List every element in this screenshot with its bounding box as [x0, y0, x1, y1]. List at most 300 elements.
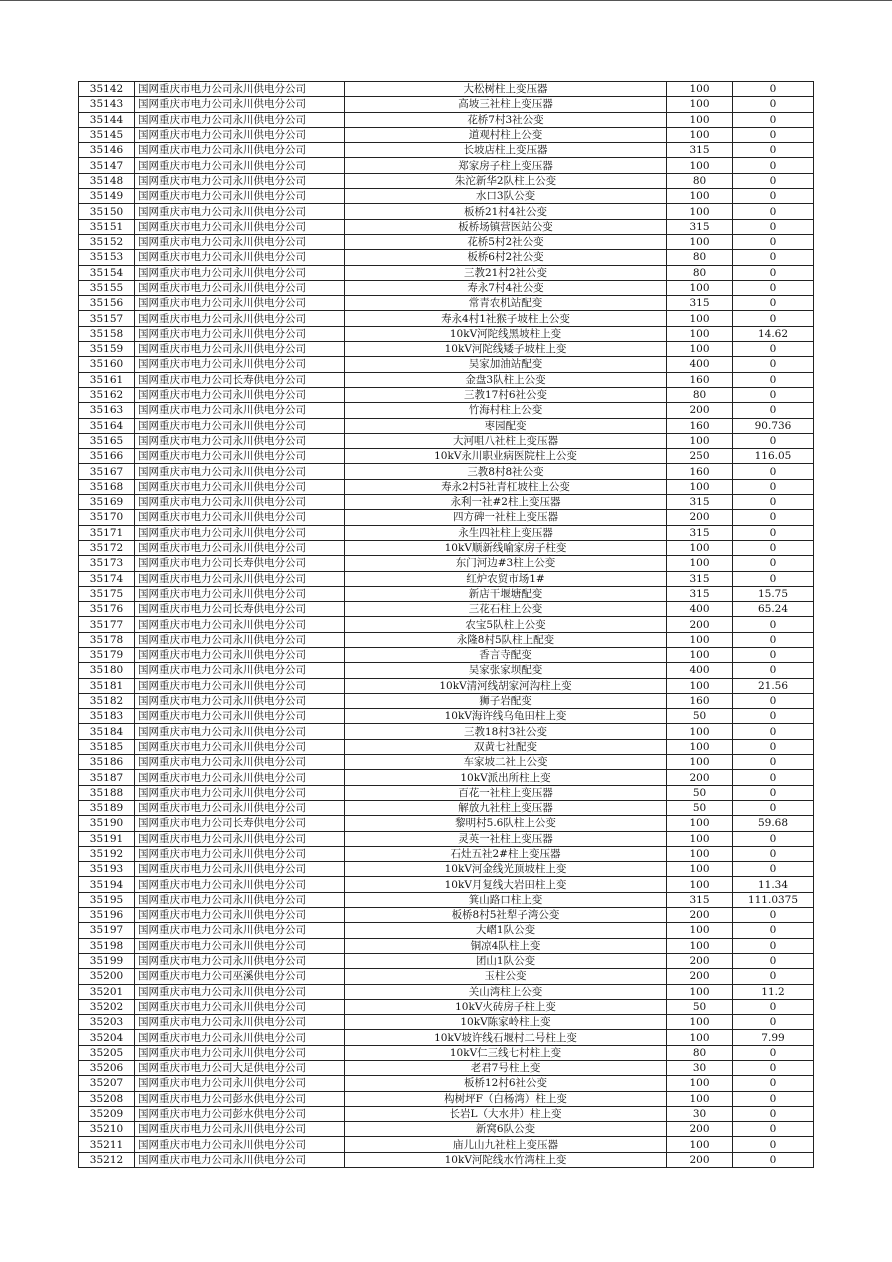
value-cell: 0 [733, 831, 814, 846]
capacity-cell: 100 [667, 678, 733, 693]
name-cell: 团山1队公变 [345, 953, 667, 968]
id-cell: 35147 [79, 158, 135, 173]
id-cell: 35157 [79, 311, 135, 326]
id-cell: 35146 [79, 143, 135, 158]
org-cell: 国网重庆市电力公司巫溪供电分公司 [135, 969, 345, 984]
name-cell: 大河咀八社柱上变压器 [345, 433, 667, 448]
org-cell: 国网重庆市电力公司永川供电分公司 [135, 739, 345, 754]
id-cell: 35172 [79, 540, 135, 555]
value-cell: 0 [733, 158, 814, 173]
org-cell: 国网重庆市电力公司永川供电分公司 [135, 311, 345, 326]
value-cell: 11.34 [733, 877, 814, 892]
capacity-cell: 100 [667, 846, 733, 861]
id-cell: 35190 [79, 816, 135, 831]
table-row [79, 357, 814, 372]
value-cell: 0 [733, 387, 814, 402]
org-cell: 国网重庆市电力公司永川供电分公司 [135, 525, 345, 540]
name-cell: 老君7号柱上变 [345, 1061, 667, 1076]
org-cell: 国网重庆市电力公司长寿供电分公司 [135, 372, 345, 387]
id-cell: 35197 [79, 923, 135, 938]
value-cell: 0 [733, 82, 814, 97]
table-row [79, 418, 814, 433]
org-cell: 国网重庆市电力公司永川供电分公司 [135, 709, 345, 724]
capacity-cell: 100 [667, 862, 733, 877]
capacity-cell: 315 [667, 525, 733, 540]
capacity-cell: 80 [667, 250, 733, 265]
capacity-cell: 100 [667, 82, 733, 97]
name-cell: 10kV坡许线石堰村二号柱上变 [345, 1030, 667, 1045]
capacity-cell: 100 [667, 158, 733, 173]
value-cell: 0 [733, 143, 814, 158]
org-cell: 国网重庆市电力公司永川供电分公司 [135, 831, 345, 846]
id-cell: 35162 [79, 387, 135, 402]
value-cell: 111.0375 [733, 892, 814, 907]
name-cell: 双黄七社配变 [345, 739, 667, 754]
value-cell: 65.24 [733, 602, 814, 617]
name-cell: 长岩L（大水井）柱上变 [345, 1106, 667, 1121]
capacity-cell: 100 [667, 112, 733, 127]
table-row [79, 82, 814, 97]
capacity-cell: 100 [667, 479, 733, 494]
value-cell: 0 [733, 540, 814, 555]
id-cell: 35148 [79, 173, 135, 188]
id-cell: 35165 [79, 433, 135, 448]
capacity-cell: 200 [667, 770, 733, 785]
name-cell: 高坡三社柱上变压器 [345, 97, 667, 112]
value-cell: 0 [733, 1106, 814, 1121]
value-cell: 0 [733, 1122, 814, 1137]
value-cell: 0 [733, 693, 814, 708]
id-cell: 35168 [79, 479, 135, 494]
capacity-cell: 100 [667, 189, 733, 204]
value-cell: 0 [733, 311, 814, 326]
capacity-cell: 100 [667, 877, 733, 892]
id-cell: 35153 [79, 250, 135, 265]
value-cell: 0 [733, 632, 814, 647]
name-cell: 箕山路口柱上变 [345, 892, 667, 907]
name-cell: 铜凉4队柱上变 [345, 938, 667, 953]
name-cell: 枣园配变 [345, 418, 667, 433]
table-row [79, 785, 814, 800]
name-cell: 三教18村3社公变 [345, 724, 667, 739]
value-cell: 0 [733, 846, 814, 861]
table-row [79, 449, 814, 464]
capacity-cell: 100 [667, 632, 733, 647]
value-cell: 0 [733, 219, 814, 234]
capacity-cell: 315 [667, 495, 733, 510]
id-cell: 35166 [79, 449, 135, 464]
name-cell: 吴家张家坝配变 [345, 663, 667, 678]
table-row [79, 617, 814, 632]
id-cell: 35204 [79, 1030, 135, 1045]
name-cell: 百花一社柱上变压器 [345, 785, 667, 800]
org-cell: 国网重庆市电力公司永川供电分公司 [135, 846, 345, 861]
table-row [79, 510, 814, 525]
name-cell: 10kV河金线光顶坡柱上变 [345, 862, 667, 877]
value-cell: 0 [733, 1015, 814, 1030]
table-row [79, 877, 814, 892]
table-row [79, 479, 814, 494]
value-cell: 0 [733, 755, 814, 770]
capacity-cell: 160 [667, 418, 733, 433]
org-cell: 国网重庆市电力公司永川供电分公司 [135, 357, 345, 372]
name-cell: 三教8村8社公变 [345, 464, 667, 479]
id-cell: 35182 [79, 693, 135, 708]
value-cell: 0 [733, 770, 814, 785]
org-cell: 国网重庆市电力公司永川供电分公司 [135, 204, 345, 219]
id-cell: 35208 [79, 1091, 135, 1106]
org-cell: 国网重庆市电力公司永川供电分公司 [135, 82, 345, 97]
name-cell: 狮子岩配变 [345, 693, 667, 708]
name-cell: 永利一社#2柱上变压器 [345, 495, 667, 510]
value-cell: 0 [733, 999, 814, 1014]
capacity-cell: 200 [667, 617, 733, 632]
name-cell: 朱沱新华2队柱上公变 [345, 173, 667, 188]
org-cell: 国网重庆市电力公司永川供电分公司 [135, 326, 345, 341]
value-cell: 0 [733, 1045, 814, 1060]
id-cell: 35187 [79, 770, 135, 785]
id-cell: 35177 [79, 617, 135, 632]
capacity-cell: 30 [667, 1106, 733, 1121]
value-cell: 0 [733, 969, 814, 984]
value-cell: 0 [733, 938, 814, 953]
id-cell: 35145 [79, 127, 135, 142]
name-cell: 玉柱公变 [345, 969, 667, 984]
value-cell: 0 [733, 1091, 814, 1106]
value-cell: 21.56 [733, 678, 814, 693]
table-row [79, 816, 814, 831]
id-cell: 35164 [79, 418, 135, 433]
capacity-cell: 50 [667, 709, 733, 724]
name-cell: 构树坪F（白杨湾）柱上变 [345, 1091, 667, 1106]
org-cell: 国网重庆市电力公司永川供电分公司 [135, 923, 345, 938]
org-cell: 国网重庆市电力公司永川供电分公司 [135, 540, 345, 555]
id-cell: 35144 [79, 112, 135, 127]
table-row [79, 433, 814, 448]
id-cell: 35150 [79, 204, 135, 219]
table-row [79, 97, 814, 112]
capacity-cell: 160 [667, 693, 733, 708]
id-cell: 35142 [79, 82, 135, 97]
table-row [79, 250, 814, 265]
table-row [79, 908, 814, 923]
capacity-cell: 100 [667, 923, 733, 938]
page-top-rule [0, 0, 892, 1]
capacity-cell: 100 [667, 739, 733, 754]
id-cell: 35186 [79, 755, 135, 770]
id-cell: 35201 [79, 984, 135, 999]
name-cell: 板桥场镇营医站公变 [345, 219, 667, 234]
name-cell: 大松树柱上变压器 [345, 82, 667, 97]
value-cell: 0 [733, 663, 814, 678]
capacity-cell: 400 [667, 663, 733, 678]
capacity-cell: 80 [667, 173, 733, 188]
value-cell: 0 [733, 571, 814, 586]
table-row [79, 571, 814, 586]
org-cell: 国网重庆市电力公司永川供电分公司 [135, 342, 345, 357]
id-cell: 35199 [79, 953, 135, 968]
id-cell: 35161 [79, 372, 135, 387]
capacity-cell: 100 [667, 234, 733, 249]
name-cell: 长坡店柱上变压器 [345, 143, 667, 158]
id-cell: 35169 [79, 495, 135, 510]
value-cell: 0 [733, 923, 814, 938]
table-row [79, 1076, 814, 1091]
table-row [79, 693, 814, 708]
value-cell: 15.75 [733, 586, 814, 601]
table-row [79, 969, 814, 984]
org-cell: 国网重庆市电力公司永川供电分公司 [135, 770, 345, 785]
value-cell: 11.2 [733, 984, 814, 999]
table-row [79, 1015, 814, 1030]
table-row [79, 602, 814, 617]
capacity-cell: 100 [667, 1030, 733, 1045]
value-cell: 0 [733, 908, 814, 923]
name-cell: 10kV仁三线七村柱上变 [345, 1045, 667, 1060]
capacity-cell: 100 [667, 1091, 733, 1106]
table-row [79, 112, 814, 127]
name-cell: 红炉农贸市场1# [345, 571, 667, 586]
name-cell: 10kV火砖房子柱上变 [345, 999, 667, 1014]
value-cell: 0 [733, 1152, 814, 1167]
org-cell: 国网重庆市电力公司永川供电分公司 [135, 265, 345, 280]
name-cell: 解放九社柱上变压器 [345, 800, 667, 815]
value-cell: 0 [733, 173, 814, 188]
capacity-cell: 315 [667, 143, 733, 158]
table-row [79, 1030, 814, 1045]
org-cell: 国网重庆市电力公司永川供电分公司 [135, 892, 345, 907]
id-cell: 35188 [79, 785, 135, 800]
name-cell: 吴家加油站配变 [345, 357, 667, 372]
table-row [79, 770, 814, 785]
org-cell: 国网重庆市电力公司永川供电分公司 [135, 647, 345, 662]
table-row [79, 1137, 814, 1152]
id-cell: 35154 [79, 265, 135, 280]
capacity-cell: 400 [667, 357, 733, 372]
id-cell: 35152 [79, 234, 135, 249]
name-cell: 郑家房子柱上变压器 [345, 158, 667, 173]
table-row [79, 280, 814, 295]
org-cell: 国网重庆市电力公司永川供电分公司 [135, 296, 345, 311]
id-cell: 35211 [79, 1137, 135, 1152]
value-cell: 116.05 [733, 449, 814, 464]
capacity-cell: 50 [667, 800, 733, 815]
value-cell: 0 [733, 479, 814, 494]
value-cell: 0 [733, 510, 814, 525]
table-row [79, 984, 814, 999]
name-cell: 灵英一社柱上变压器 [345, 831, 667, 846]
org-cell: 国网重庆市电力公司永川供电分公司 [135, 495, 345, 510]
capacity-cell: 315 [667, 219, 733, 234]
table-row [79, 387, 814, 402]
table-row [79, 892, 814, 907]
id-cell: 35171 [79, 525, 135, 540]
table-row [79, 923, 814, 938]
name-cell: 板桥8村5社犁子湾公变 [345, 908, 667, 923]
capacity-cell: 100 [667, 647, 733, 662]
value-cell: 0 [733, 234, 814, 249]
org-cell: 国网重庆市电力公司永川供电分公司 [135, 387, 345, 402]
table-row [79, 709, 814, 724]
value-cell: 0 [733, 785, 814, 800]
capacity-cell: 100 [667, 97, 733, 112]
table-row [79, 846, 814, 861]
value-cell: 0 [733, 372, 814, 387]
capacity-cell: 30 [667, 1061, 733, 1076]
capacity-cell: 100 [667, 556, 733, 571]
org-cell: 国网重庆市电力公司永川供电分公司 [135, 1015, 345, 1030]
org-cell: 国网重庆市电力公司长寿供电分公司 [135, 602, 345, 617]
name-cell: 10kV清河线胡家河沟柱上变 [345, 678, 667, 693]
org-cell: 国网重庆市电力公司永川供电分公司 [135, 112, 345, 127]
name-cell: 10kV顺新线喻家房子柱变 [345, 540, 667, 555]
org-cell: 国网重庆市电力公司永川供电分公司 [135, 250, 345, 265]
org-cell: 国网重庆市电力公司永川供电分公司 [135, 464, 345, 479]
name-cell: 三教21村2社公变 [345, 265, 667, 280]
capacity-cell: 80 [667, 387, 733, 402]
table-row [79, 296, 814, 311]
id-cell: 35193 [79, 862, 135, 877]
org-cell: 国网重庆市电力公司永川供电分公司 [135, 510, 345, 525]
value-cell: 0 [733, 280, 814, 295]
capacity-cell: 100 [667, 326, 733, 341]
value-cell: 0 [733, 112, 814, 127]
name-cell: 10kV河陀线矮子坡柱上变 [345, 342, 667, 357]
org-cell: 国网重庆市电力公司长寿供电分公司 [135, 556, 345, 571]
table-row [79, 342, 814, 357]
org-cell: 国网重庆市电力公司永川供电分公司 [135, 632, 345, 647]
table-row [79, 831, 814, 846]
value-cell: 0 [733, 800, 814, 815]
org-cell: 国网重庆市电力公司永川供电分公司 [135, 418, 345, 433]
org-cell: 国网重庆市电力公司永川供电分公司 [135, 693, 345, 708]
table-row [79, 800, 814, 815]
id-cell: 35151 [79, 219, 135, 234]
table-row [79, 204, 814, 219]
org-cell: 国网重庆市电力公司永川供电分公司 [135, 617, 345, 632]
value-cell: 0 [733, 525, 814, 540]
transformer-table [78, 81, 814, 1168]
table-row [79, 525, 814, 540]
capacity-cell: 100 [667, 831, 733, 846]
name-cell: 常青农机站配变 [345, 296, 667, 311]
name-cell: 农宝5队柱上公变 [345, 617, 667, 632]
capacity-cell: 100 [667, 311, 733, 326]
id-cell: 35170 [79, 510, 135, 525]
org-cell: 国网重庆市电力公司永川供电分公司 [135, 280, 345, 295]
value-cell: 0 [733, 250, 814, 265]
capacity-cell: 50 [667, 785, 733, 800]
name-cell: 寿永4村1社猴子坡柱上公变 [345, 311, 667, 326]
table-row [79, 1045, 814, 1060]
capacity-cell: 100 [667, 204, 733, 219]
table-row [79, 755, 814, 770]
table-row [79, 189, 814, 204]
value-cell: 0 [733, 403, 814, 418]
org-cell: 国网重庆市电力公司永川供电分公司 [135, 800, 345, 815]
capacity-cell: 100 [667, 342, 733, 357]
name-cell: 关山湾柱上公变 [345, 984, 667, 999]
name-cell: 新店干堰塘配变 [345, 586, 667, 601]
value-cell: 0 [733, 647, 814, 662]
name-cell: 石灶五社2#柱上变压器 [345, 846, 667, 861]
id-cell: 35189 [79, 800, 135, 815]
name-cell: 花桥7村3社公变 [345, 112, 667, 127]
org-cell: 国网重庆市电力公司永川供电分公司 [135, 877, 345, 892]
value-cell: 0 [733, 556, 814, 571]
capacity-cell: 160 [667, 464, 733, 479]
name-cell: 庙儿山九社柱上变压器 [345, 1137, 667, 1152]
id-cell: 35184 [79, 724, 135, 739]
org-cell: 国网重庆市电力公司永川供电分公司 [135, 1137, 345, 1152]
org-cell: 国网重庆市电力公司彭水供电分公司 [135, 1106, 345, 1121]
name-cell: 板桥12村6社公变 [345, 1076, 667, 1091]
id-cell: 35158 [79, 326, 135, 341]
name-cell: 永生四社柱上变压器 [345, 525, 667, 540]
table-row [79, 938, 814, 953]
org-cell: 国网重庆市电力公司永川供电分公司 [135, 189, 345, 204]
capacity-cell: 200 [667, 908, 733, 923]
name-cell: 10kV永川职业病医院柱上公变 [345, 449, 667, 464]
table-row [79, 953, 814, 968]
capacity-cell: 160 [667, 372, 733, 387]
org-cell: 国网重庆市电力公司永川供电分公司 [135, 1045, 345, 1060]
org-cell: 国网重庆市电力公司永川供电分公司 [135, 143, 345, 158]
table-row [79, 1152, 814, 1167]
value-cell: 0 [733, 97, 814, 112]
table-row [79, 143, 814, 158]
value-cell: 0 [733, 127, 814, 142]
table-row [79, 1091, 814, 1106]
org-cell: 国网重庆市电力公司永川供电分公司 [135, 1122, 345, 1137]
capacity-cell: 250 [667, 449, 733, 464]
table-row [79, 311, 814, 326]
table-row [79, 1122, 814, 1137]
org-cell: 国网重庆市电力公司永川供电分公司 [135, 173, 345, 188]
value-cell: 0 [733, 617, 814, 632]
capacity-cell: 200 [667, 1152, 733, 1167]
id-cell: 35202 [79, 999, 135, 1014]
id-cell: 35209 [79, 1106, 135, 1121]
org-cell: 国网重庆市电力公司永川供电分公司 [135, 663, 345, 678]
org-cell: 国网重庆市电力公司永川供电分公司 [135, 862, 345, 877]
id-cell: 35198 [79, 938, 135, 953]
id-cell: 35167 [79, 464, 135, 479]
id-cell: 35196 [79, 908, 135, 923]
value-cell: 0 [733, 724, 814, 739]
id-cell: 35155 [79, 280, 135, 295]
org-cell: 国网重庆市电力公司永川供电分公司 [135, 97, 345, 112]
name-cell: 道观村柱上公变 [345, 127, 667, 142]
name-cell: 水口3队公变 [345, 189, 667, 204]
org-cell: 国网重庆市电力公司永川供电分公司 [135, 127, 345, 142]
value-cell: 0 [733, 739, 814, 754]
org-cell: 国网重庆市电力公司永川供电分公司 [135, 158, 345, 173]
value-cell: 0 [733, 953, 814, 968]
id-cell: 35156 [79, 296, 135, 311]
capacity-cell: 315 [667, 892, 733, 907]
name-cell: 10kV陈家岭柱上变 [345, 1015, 667, 1030]
capacity-cell: 100 [667, 816, 733, 831]
id-cell: 35210 [79, 1122, 135, 1137]
table-row [79, 403, 814, 418]
id-cell: 35203 [79, 1015, 135, 1030]
org-cell: 国网重庆市电力公司永川供电分公司 [135, 953, 345, 968]
id-cell: 35174 [79, 571, 135, 586]
table-row [79, 556, 814, 571]
name-cell: 10kV派出所柱上变 [345, 770, 667, 785]
table-row [79, 1106, 814, 1121]
